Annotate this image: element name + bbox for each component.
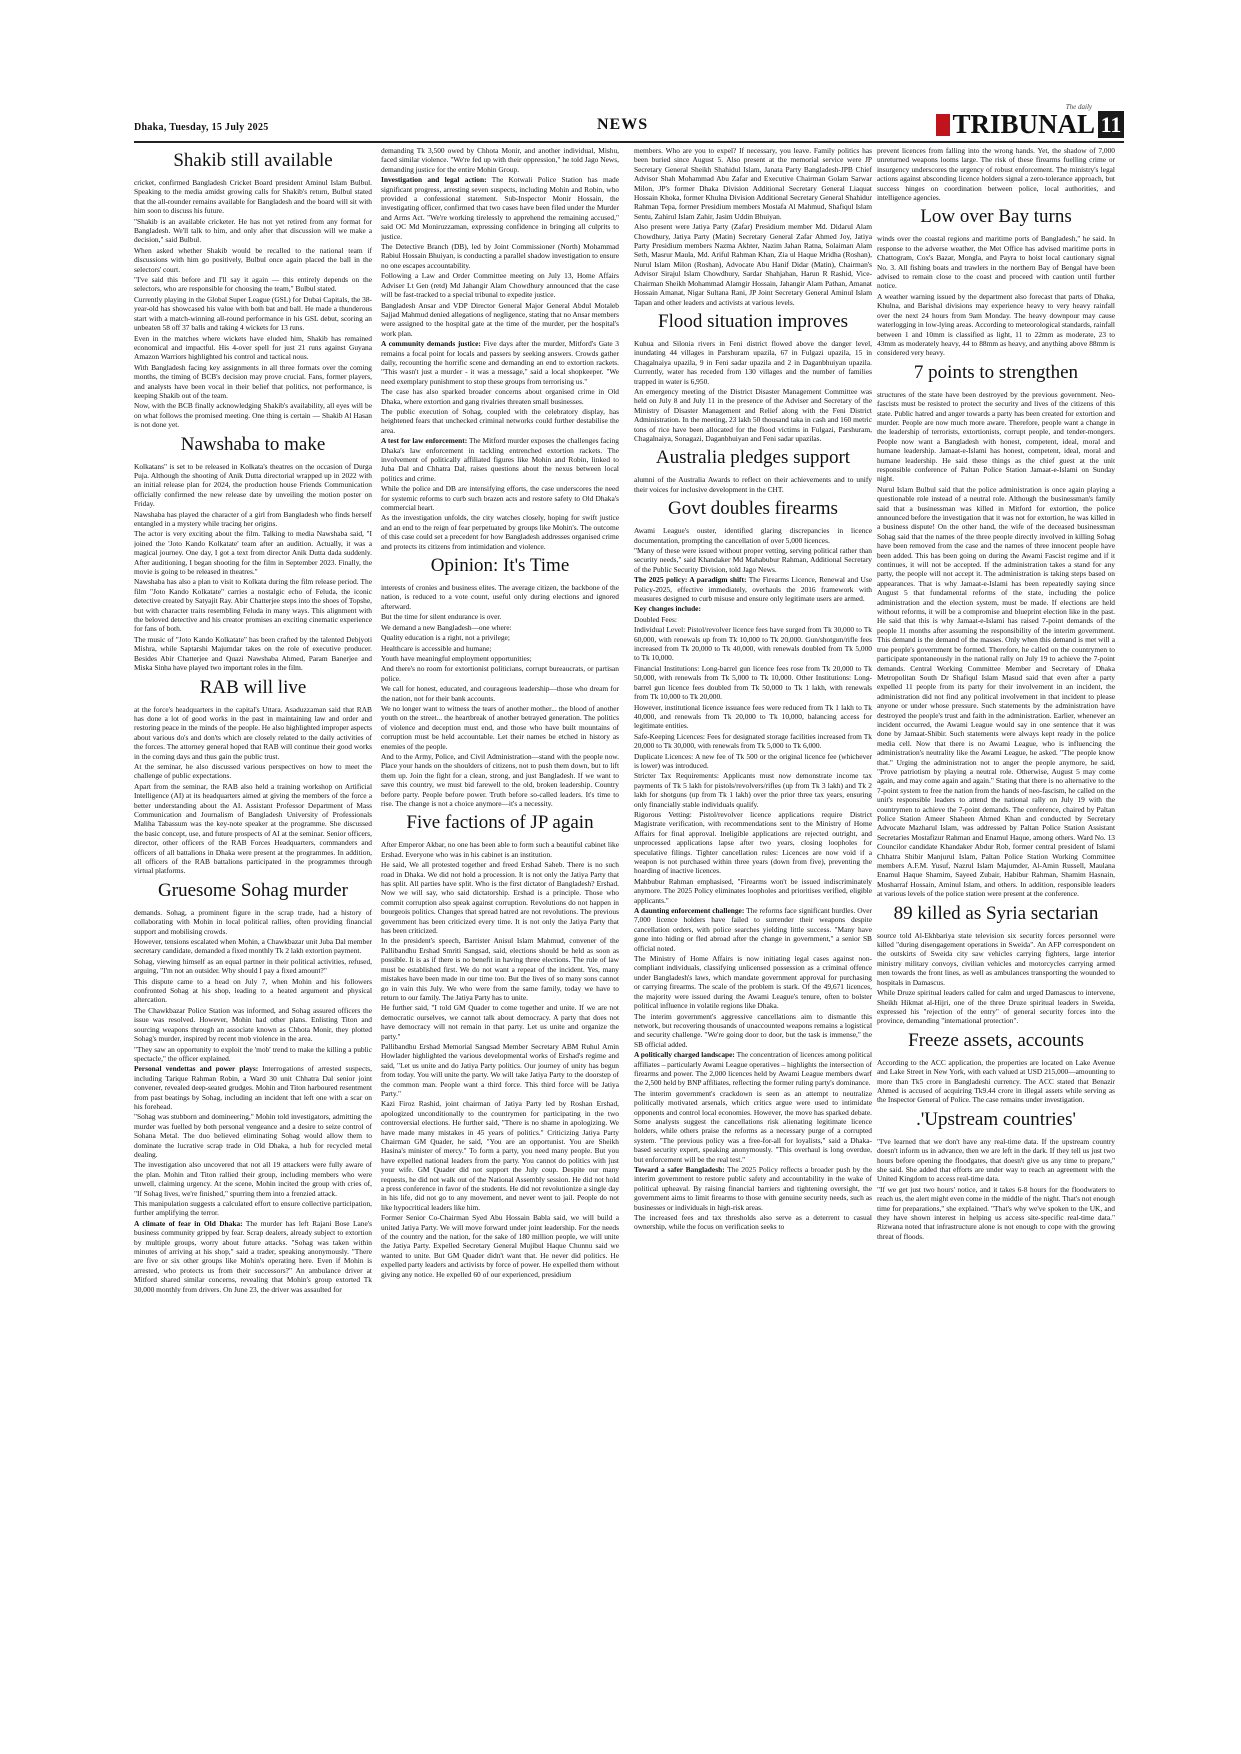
article-paragraph: [134, 937, 372, 956]
article-paragraph: [634, 703, 872, 731]
paragraph-text: "Shakib is an available cricketer. He has not yet retired from any format for Bangladesh. We'll talk to him, and only after that discussion will we make a decision," said Bulbul.: [134, 216, 372, 245]
paragraph-text: Five days after the murder, Mitford's Gate 3 remains a focal point for locals and passers by seeking answers. Crowds gather daily, recounting the horrific scene and demanding an end to extortion rackets. "This wasn't just a murder - it was a message," said a local shopkeeper. "We need exemplary punishment to stop these groups from terrorising us.": [381, 339, 619, 386]
paragraph-text: Rigorous Vetting: Pistol/revolver licence applications require District Magistrate verification, with recommendations sent to the Ministry of Home Affairs for final approval. Ineligible applications are rejected outright, and unprocessed applications lapse after two years, closing loopholes for speculative filings. Tighter cancellation rules: Licences are now void if a weapon is not purchased within three years (down from five), preventing the hoarding of inactive licences.: [634, 809, 872, 876]
article: [381, 555, 619, 808]
article-paragraph: [381, 513, 619, 551]
paragraph-text: When asked whether Shakib would be recalled to the national team if discussions with him go positively, Bulbul once again placed the ball in the selectors' court.: [134, 245, 372, 274]
article-paragraph: [381, 271, 619, 299]
article-paragraph: [381, 146, 619, 174]
paragraph-text: According to the ACC application, the properties are located on Lake Avenue and Lake Street in New York, with each valued at USD 215,000—amounting to more than Tk5 crore in Bangladeshi currency. The ACC stated that Benazir Ahmed is accused of acquiring Tk9.44 crore in illegal assets while serving as the Inspector General of Police. The case remains under investigation.: [877, 1057, 1115, 1105]
article-paragraph: [634, 146, 872, 221]
logo-wordmark: TRIBUNAL: [936, 110, 1095, 138]
paragraph-text: While the police and DB are intensifying efforts, the case underscores the need for systemic reforms to curb such brazen acts and restore safety to Old Dhaka's commercial heart.: [381, 484, 619, 513]
paragraph-text: Pallibandhu Ershad Memorial Sangsad Member Secretary ABM Ruhul Amin Howlader highlighted the various developmental works of Ershad's regime and said, "Let us unite and do Jatiya Party politics. Our journey of unity has begun from today. You will unite the party. We will take Jatiya Party to the doorstep of the common man. People want a third force. This third force will be Jatiya Party.": [381, 1041, 619, 1098]
paragraph-text: "If we get just two hours' notice, and it takes 6-8 hours for the floodwaters to reach us, the alert might even come in the middle of the night. That's not enough time for preparations," she explained. "That's why we've spoken to the UK, and they have shown interest in helping us access site-specific real-time data." Rizwana noted that infrastructure alone is not enough to cope with the growing threat of floods.: [877, 1184, 1115, 1241]
article-paragraph: [634, 387, 872, 443]
column-2: [381, 146, 619, 1676]
article-headline: Gruesome Sohag murder: [158, 879, 348, 901]
paragraph-text: prevent licences from falling into the wrong hands. Yet, the shadow of 7,000 unreturned weapons looms large. The risk of these firearms fuelling crime or insurgency underscores the urgency of robust enforcement. The ministry's legal actions against absconding licence holders signal a zero-tolerance approach, but success hinges on coordination between police, local authorities, and intelligence agencies.: [877, 146, 1115, 203]
paragraph-text: Duplicate Licences: A new fee of Tk 500 or the original licence fee (whichever is lower) was introduced.: [634, 751, 872, 770]
article: [634, 447, 872, 494]
article-paragraph: [134, 462, 372, 509]
article-paragraph: [634, 339, 872, 386]
article-paragraph: [381, 936, 619, 1002]
paragraph-text: The interim government's crackdown is seen as an attempt to neutralize politically motivated arsenals, which critics argue were used to intimidate opponents and control local economies. However, the move has sparked debate. Some analysts suggest the cancellations risk alienating legitimate licence holders, while others praise the reforms as a necessary purge of a corrupted system. "The previous policy was a free-for-all for loyalists," said a Dhaka-based security expert, speaking anonymously. "This overhaul is long overdue, but enforcement will be the real test.": [634, 1088, 872, 1164]
paragraph-text: demanding Tk 3,500 owed by Chhota Monir, and another individual, Mishu, faced similar violence. "We're fed up with their oppression," he told Jago News, demanding justice for the entire Mohin Group.: [381, 146, 619, 174]
article-paragraph: [381, 752, 619, 808]
article-paragraph: [134, 295, 372, 333]
article-paragraph: [381, 644, 619, 653]
paragraph-text: The reforms face significant hurdles. Over 7,000 licence holders have failed to surrender their weapons despite cancellation orders, with police searches yielding little success. "Many have gone into hiding or fled abroad after the change in government," a senior SB official noted.: [634, 906, 872, 953]
article-paragraph: [634, 752, 872, 771]
article: [134, 677, 372, 876]
article-paragraph: [877, 931, 1115, 987]
paragraph-text: Stricter Tax Requirements: Applicants must now demonstrate income tax payments of Tk 5 lakh for pistols/revolvers/rifles (up from Tk 3 lakh) and Tk 2 lakh for shotguns (up from Tk 1 lakh) over the prior three tax years, ensuring only financially stable individuals qualify.: [634, 771, 872, 809]
article: [134, 434, 372, 673]
article-paragraph: [381, 387, 619, 406]
article-paragraph: [134, 334, 372, 362]
newspaper-logo: [936, 103, 1124, 139]
article-paragraph: [134, 977, 372, 1005]
column-4: [877, 146, 1115, 1676]
article-paragraph: [877, 234, 1115, 290]
paragraph-text: Youth have meaningful employment opportunities;: [381, 653, 532, 663]
paragraph-text: structures of the state have been destroyed by the previous government. Neo-fascists must be resisted to protect the security and lives of the citizens of this state. Public hatred and anger towards a party has been created for extortion and murder. People are now much more aware. Therefore, people want a change in the leadership of terrorists, extortionists, corrupt people, and tender-mongers. People now want a Bangladesh with honest, competent, ideal, moral and humane leadership. Jamaat-e-Islami has honest, competent, ideal, moral and humane leadership. He said these things as the chief guest at the unit responsible conference of Paltan Police Station Jamaat-e-Islami on Sunday night.: [877, 389, 1115, 484]
article-headline: Shakib still available: [173, 150, 333, 171]
paragraph-text: The murder has left Rajani Bose Lane's business community gripped by fear. Scrap dealers, already subject to extortion by multiple groups, worry about future attacks. "Sohag was taken within minutes of arriving at his shop," said a trader, speaking anonymously. "There are five or six other groups like Mohin's operating here. Even if Mohin is arrested, who protects us from their successors?" An ambulance driver at Mitford shared similar concerns, revealing that Mohin's group extorted Tk 30,000 monthly from drivers. On June 23, the driver was assaulted for: [134, 1218, 372, 1294]
article-paragraph: [381, 175, 619, 241]
paragraph-text: The Chawkbazar Police Station was informed, and Sohag assured officers the issue was resolved. However, Mohin had other plans. Enlisting Titon and sourcing weapons through an associate known as Chhota Monir, they plotted Sohag's murder, inspired by recent mob violence in the area.: [134, 1005, 372, 1044]
article-paragraph: [381, 339, 619, 386]
article-paragraph: [634, 475, 872, 494]
paragraph-text: The actor is very exciting about the film. Talking to media Nawshaba said, "I joined the 'Joto Kando Kolkatate' team after an audition. Actually, it was a magical journey. One day, I got a text from director Anik Dutta dada suddenly. After auditioning, I began shooting for the film in September 2023. Finally, the movie is going to be released in theatres.": [134, 529, 372, 577]
paragraph-lead: A climate of fear in Old Dhaka:: [134, 1218, 243, 1228]
paragraph-text: source told Al-Ekhbariya state television six security forces personnel were killed "during disengagement operations in Sweida". An AFP correspondent on the outskirts of Sweida city saw vehicles carrying fighters, large interior ministry military convoys, civilian vehicles and motorcycles carrying armed men towards the front lines, as well as ambulances transporting the wounded to hospitals in Damascus.: [877, 930, 1115, 987]
masthead-rule: [134, 141, 1124, 143]
article-headline: Govt doubles firearms: [668, 498, 838, 520]
article-headline: 7 points to strengthen: [913, 361, 1079, 383]
article-paragraph: [381, 484, 619, 512]
paragraph-text: "Sohag was stubborn and domineering," Mohin told investigators, admitting the murder was fuelled by both personal vengeance and a desire to seize control of Sohana Metal. The duo believed eliminating Sohag would allow them to dominate the lucrative scrap trade in Old Dhaka, a hub for recycled metal dealing.: [134, 1112, 372, 1159]
article-paragraph: [877, 1058, 1115, 1105]
article-paragraph: [381, 704, 619, 751]
paragraph-lead: The 2025 policy: A paradigm shift:: [634, 575, 747, 585]
paragraph-text: After Emperor Akbar, no one has been able to form such a beautiful cabinet like Ershad. Everyone who was in his cabinet is an institution.: [381, 840, 619, 859]
article-paragraph: [381, 1099, 619, 1212]
article: [134, 880, 372, 1294]
article-paragraph: [381, 242, 619, 270]
paragraph-text: The increased fees and tax thresholds also serve as a deterrent to casual ownership, while the focus on verification seeks to: [634, 1213, 872, 1232]
paragraph-text: We no longer want to witness the tears of another mother... the blood of another youth on the street... the heartbreak of another betrayed generation. The politics of violence and deception must end, and those who have built mountains of corruption must be held accountable. Let their names be etched in history as enemies of the people.: [381, 703, 619, 751]
paragraph-text: With Bangladesh facing key assignments in all three formats over the coming months, the timing of BCB's decision may prove crucial. Fans, former players, and analysts have been vocal in their belief that politics, not performance, is keeping Shakib out of the team.: [134, 362, 372, 400]
paragraph-text: This dispute came to a head on July 7, when Mohin and his followers confronted Sohag at his shop, leading to a heated argument and physical altercation.: [134, 976, 372, 1005]
article-headline: Opinion: It's Time: [430, 555, 570, 577]
paragraph-text: The case has also sparked broader concerns about organised crime in Old Dhaka, where extortion and gang rivalries threaten small businesses.: [381, 387, 619, 406]
article: [877, 1109, 1115, 1241]
article-paragraph: [134, 1199, 372, 1218]
article-paragraph: [134, 363, 372, 401]
article-paragraph: [381, 654, 619, 663]
article-paragraph: [381, 583, 619, 611]
article-paragraph: [134, 217, 372, 245]
article-paragraph: [134, 1112, 372, 1159]
article-headline: Australia pledges support: [655, 447, 851, 469]
article-paragraph: [634, 771, 872, 809]
paragraph-text: The concentration of licences among political affiliates – particularly Awami League operatives – highlights the intersection of firearms and power. The 2,000 licences held by Awami League members dwarf the 2,500 held by BNP affiliates, reflecting the former ruling party's dominance.: [634, 1050, 872, 1088]
article-headline: RAB will live: [199, 676, 307, 698]
paragraph-lead: Toward a safer Bangladesh:: [634, 1165, 725, 1174]
paragraph-text: An emergency meeting of the District Disaster Management Committee was held on July 8 and July 11 in the presence of the Adviser and Secretary of the Ministry of Disaster Management and Relief along with the Feni District Administration. In the meeting, 23 lakh 50 thousand taka in cash and 160 metric tons of rice have been allocated for the flood victims in Fulgazi, Parshuram, Chagalnaiya, Sonagazi, Daganbhuiyan and Feni sadar upazilas.: [634, 386, 872, 443]
article: [134, 150, 372, 430]
article-paragraph: [634, 575, 872, 603]
paragraph-text: Sohag, viewing himself as an equal partner in their political activities, refused, arguing, "I'm not an outsider. Why should I pay a fixed amount?": [134, 956, 372, 976]
column-1: [134, 146, 372, 1676]
article-paragraph: [634, 1165, 872, 1212]
article-paragraph: [634, 526, 872, 545]
article-paragraph: [134, 510, 372, 529]
article-paragraph: [134, 1006, 372, 1044]
article-paragraph: [381, 684, 619, 703]
paragraph-text: We demand a new Bangladesh—one where:: [381, 622, 512, 632]
article-paragraph: [634, 604, 872, 613]
paragraph-text: The public execution of Sohag, coupled with the celebratory display, has heightened fears that unchecked criminal networks could further destabilise the area.: [381, 406, 619, 435]
paragraph-text: Now, with the BCB finally acknowledging Shakib's availability, all eyes will be on what follows the promised meeting. One thing is certain — Shakib Al Hasan is not done yet.: [134, 401, 372, 430]
article-paragraph: [634, 954, 872, 1010]
article-paragraph: [634, 810, 872, 876]
paragraph-text: Apart from the seminar, the RAB also held a training workshop on Artificial Intelligence (AI) at its headquarters aimed at giving the members of the force a better understanding about the AI. Assistant Professor Department of Mass Communication and Journalism of Bangladesh University of Professionals Maliha Tabassum was the key-note speaker at the programme. She discussed the basic concept, use, and future prospects of AI at the seminar. Senior officers, director, other officers of the RAB Forces Headquarters, commanders and officers of all battalions in Dhaka were present at the programmes. In addition, all officers of the RAB battalions participated in the programmes through virtual platforms.: [134, 781, 372, 876]
article-paragraph: [134, 1045, 372, 1064]
article-paragraph: [877, 1137, 1115, 1184]
article-paragraph: [877, 390, 1115, 484]
article-paragraph: [134, 782, 372, 876]
paragraph-text: He further said, "I told GM Quader to come together and unite. If we are not democratic ourselves, we cannot talk about democracy. A party that does not have democracy will not remain in that party. Let us unite and organize the party.": [381, 1003, 619, 1041]
article-headline: Five factions of JP again: [406, 812, 594, 834]
paragraph-text: at the force's headquarters in the capital's Uttara. Asaduzzaman said that RAB has done a lot of good works in the past in maintaining law and order and restoring peace in the minds of the people. He also highlighted improper aspects about various do's and don'ts which are closely related to the daily activities of the forces. The attorney general hoped that RAB will continue their good works in the coming days and thus gain the public trust.: [134, 704, 372, 761]
paragraph-text: At the seminar, he also discussed various perspectives on how to meet the challenge of public expectations.: [134, 761, 372, 781]
paragraph-text: A weather warning issued by the department also forecast that parts of Dhaka, Khulna, and Barishal divisions may experience heavy to very heavy rainfall over the next 24 hours from 9am Monday. The heavy downpour may cause waterlogging in low-lying areas. According to meteorological standards, rainfall between 1 and 10mm is classified as light, 11 to 22mm as moderate, 23 to 43mm as moderately heavy, 44 to 88mm as heavy, and anything above 88mm is considered very heavy.: [877, 291, 1115, 358]
paragraph-text: The Detective Branch (DB), led by Joint Commissioner (North) Mohammad Rabiul Hossain Bhuiyan, is conducting a parallel shadow investigation to ensure no one escapes accountability.: [381, 242, 619, 270]
article-paragraph: [134, 401, 372, 429]
paragraph-lead: A test for law enforcement:: [381, 436, 468, 446]
paragraph-text: This manipulation suggests a calculated effort to ensure collective participation, further amplifying the terror.: [134, 1199, 372, 1218]
article: [381, 146, 619, 551]
paragraph-text: Nurul Islam Bulbul said that the police administration is once again playing a questionable role instead of a neutral role. Although the businessman's family said that a businessman was killed in Mitford for extortion, the police announced before the investigation that it was not for extortion, he was killed in a business dispute! On the other hand, the wife of the deceased businessman Sohag said that the names of the three people directly involved in killing Sohag have been removed from the case and the names of three innocent people have been added. This has been going on during the Awami Fascist regime and if it continues, it will not be accepted. If the administration takes a stand for any party, the people will not accept it. The administration is taking steps based on appearances. That is why Jamaat-e-Islami has been repeatedly saying since August 5 that fundamental reforms of the state, including the police administration and the election system, must be made. If elections are held without reforms, it will be a compromise and blueprint election like in the past. He said that this is why Jamaat-e-Islami has raised 7-point demands of the people 11 months after assuming the responsibility of the interim government. This demand is the demand of the masses. Only when this demand is met will a true people's government be formed. Therefore, he called on the countrymen to participate spontaneously in the national rally on July 19 to achieve the 7-point demands. Central Working Committee Member and Secretary of Dhaka Metropolitan South Dr Shafiqul Islam Masud said that even after a party expelled 11 people from its party for their involvement in an incident, the administration did not find any political involvement in that incident to please anyone or under whose pressure. Such statements by the administration have destroyed the people's trust and faith in the administration. Earlier, whenever an incident occurred, the Awami League would say in one sentence that it was done by Jamaat-Shibir. Such statements were always kept ready in the police media cell. Now that there is no Awami League, who is influencing the administration's neutrality like the Awami League, he asked. "The people know that." Urging the administration not to anger the people anymore, he said, "Prove patriotism by playing a neutral role. Otherwise, August 5 may come again, and may come again and again." Stating that there is no alternative to the 7-point system to free the nation from the hands of neo-fascism, he called on the unit's responsible leaders to attend the national rally on July 19 with the countrymen to achieve the 7-point demands. The conference, chaired by Paltan Police Station Ameer Shaheen Ahmed Khan and conducted by Secretary Advocate Mazharul Islam, was addressed by Paltan Police Station Assistant Secretaries Mostafizur Rahman and Enamul Haque, among others. Ward No. 13 Councilor candidate Khandaker Abdur Rob, former central president of Islami Chhatra Shibir Manjurul Islam, Paltan Police Station Working Committee members A.F.M. Yusuf, Nazrul Islam Majumder, Al-Amin Russell, Maulana Enamul Haque Shamim, Sayeed Zubair, Habibur Rahman, Shamim Hasnain, Mosharraf Hossain, Aminul Islam, and others. In addition, responsible leaders at various levels of the police station were present at the conference.: [877, 484, 1115, 899]
paragraph-lead: Investigation and legal action:: [381, 175, 487, 185]
paragraph-text: While Druze spiritual leaders called for calm and urged Damascus to intervene, Sheikh Hikmat al-Hijri, one of the three Druze spiritual leaders in Sweida, expressed his "rejection of the entry" of general security forces into the province, demanding "international protection".: [877, 988, 1115, 1026]
paragraph-lead: Key changes include:: [634, 604, 701, 614]
article-paragraph: [634, 732, 872, 751]
paragraph-text: And to the Army, Police, and Civil Administration—stand with the people now. Place your hands on the shoulders of citizens, not to push them down, but to lift them up. Join the fight for a clean, strong, and just Bangladesh. If we want to save this country, we must bid farewell to the old, broken leadership. Country before party. People before power. Truth before so-called leaders. It's time to rise. The change is not a choice anymore—it's a necessity.: [381, 751, 619, 808]
article-paragraph: [381, 860, 619, 935]
article-paragraph: [381, 436, 619, 483]
paragraph-text: alumni of the Australia Awards to reflect on their achievements and to unify their voices for inclusive development in the CHT.: [634, 475, 872, 494]
paragraph-text: Nawshaba has played the character of a girl from Bangladesh who finds herself entangled in a mystery while tracing her origins.: [134, 509, 372, 528]
article-paragraph: [877, 1185, 1115, 1241]
paragraph-text: Even in the matches where wickets have eluded him, Shakib has remained economical and impactful. His 4-over spell for just 21 runs against Guyana Amazon Warriors highlighted his control and tactical nous.: [134, 333, 372, 362]
article-paragraph: [381, 633, 619, 642]
article-paragraph: [134, 275, 372, 294]
paragraph-lead: A daunting enforcement challenge:: [634, 906, 745, 916]
article-paragraph: [381, 1213, 619, 1279]
paragraph-text: The Ministry of Home Affairs is now initiating legal cases against non-compliant individuals, classifying unlicensed possession as a criminal offence under Bangladesh's laws, which mandate government approval for purchasing or carrying firearms. The scale of the problem is stark. Of the 49,671 licences, the majority were issued during the Awami League's tenure, often to bolster political influence in volatile regions like Dhaka.: [634, 954, 872, 1011]
article-paragraph: [634, 546, 872, 574]
article-paragraph: [381, 1003, 619, 1041]
article-paragraph: [634, 877, 872, 905]
paragraph-text: Interrogations of arrested suspects, including Tarique Rahman Robin, a Ward 30 unit Chhatra Dal senior joint convener, revealed deep-seated grudges. Mohin and Titon harboured resentment from past beatings by Sohag, including an incident that left one with a scar on his forehead.: [134, 1064, 372, 1111]
paragraph-text: The music of "Joto Kando Kolkatate" has been crafted by the talented Debjyoti Mishra, while Saptarshi Majumdar takes on the role of executive producer. Besides Abir Chatterjee and Quazi Nawshaba Ahmed, Param Banerjee and Miska Sinha have played two important roles in the film.: [134, 634, 372, 673]
paragraph-text: Currently playing in the Global Super League (GSL) for Dubai Capitals, the 38-year-old has showcased his value with both bat and ball. He made a thunderous start with a match-winning all-round performance in his GSL debut, scoring an unbeaten 58 off 37 balls and taking 4 wickets for 13 runs.: [134, 294, 372, 333]
article-paragraph: [634, 615, 872, 624]
article-paragraph: [634, 1089, 872, 1164]
article-paragraph: [877, 292, 1115, 358]
article: [877, 362, 1115, 899]
article-paragraph: [634, 1012, 872, 1050]
paragraph-text: Kazi Firoz Rashid, joint chairman of Jatiya Party led by Roshan Ershad, apologized unconditionally to the countrymen for participating in the two controversial elections. He further said, "There is no shame in apologizing. We have made many mistakes in 45 years of politics." Criticizing Jatiya Party Chairman GM Quader, he said, "You are an opportunist. You are Sheikh Hasina's minister of mercy." To form a party, you need many people. But you have expelled national leaders from the party. You cannot do politics with just your wife. GM Quader did not support the July coup. Despite our many requests, he did not walk out of the National Assembly session. He did not hold a press conference in favor of the students. He did not revolutionize a single day in his life, did not go to any movement, and never went to jail. People do not like hypocritical leaders like him.: [381, 1099, 619, 1212]
paragraph-text: The Mitford murder exposes the challenges facing Dhaka's law enforcement in tackling entrenched extortion rackets. The involvement of politically affiliated figures like Mohin and Robin, linked to Juba Dal and Chhatra Dal, raises questions about the nexus between local politics and crime.: [381, 436, 619, 483]
article-paragraph: [134, 705, 372, 761]
article-paragraph: [134, 957, 372, 976]
article-paragraph: [381, 664, 619, 683]
article-paragraph: [134, 1064, 372, 1111]
paragraph-text: In the president's speech, Barrister Anisul Islam Mahmud, convener of the Pallibandhu Ershad Smriti Sangsad, said, elections should be held as soon as possible. It is as if there is no benefit in having three elections. The rule of law must be established first. We do not want a repeat of the incident. Yes, many mistakes have been made in our time too. But the lives of so many sons cannot go in vain this July. We who were from the same family, today we have to return to our family. The Jatiya Party has to unite.: [381, 936, 619, 1002]
page-number: 11: [1098, 111, 1124, 138]
article-headline: Flood situation improves: [658, 310, 848, 332]
article-paragraph: [134, 178, 372, 216]
column-3: [634, 146, 872, 1676]
paragraph-text: And there's no room for extortionist politicians, corrupt bureaucrats, or partisan police.: [381, 664, 619, 683]
section-label: NEWS: [597, 116, 649, 133]
paragraph-text: Former Senior Co-Chairman Syed Abu Hossain Babla said, we will build a united Jatiya Party. We will move forward under joint leadership. For the needs of the country and the nation, for the sake of 180 million people, we will unite the Jatiya Party. Expelled Secretary General Mujibul Haque Chunnu said we wanted to unite. But GM Quader didn't want that. He never did politics. He expelled party leaders and activists by force of power. He expelled them without giving any notice. He expelled 60 of our experienced, presidium: [381, 1213, 619, 1279]
article-paragraph: [877, 988, 1115, 1026]
article: [634, 498, 872, 1232]
article-paragraph: [634, 1213, 872, 1232]
paragraph-text: Mahbubur Rahman emphasised, "Firearms won't be issued indiscriminately anymore. The 2025 Policy eliminates loopholes and prioritises verified, eligible applicants.": [634, 876, 872, 905]
article-paragraph: [134, 635, 372, 673]
paragraph-lead: A politically charged landscape:: [634, 1050, 735, 1060]
paragraph-text: interests of cronies and business elites. The average citizen, the backbone of the nation, is reduced to a vote count, useful only during elections and ignored afterward.: [381, 583, 619, 611]
paragraph-text: However, tensions escalated when Mohin, a Chawkbazar unit Juba Dal member secretary candidate, demanded a fixed monthly Tk 2 lakh extortion payment.: [134, 937, 372, 956]
masthead: [134, 103, 1124, 142]
paragraph-text: The interim government's aggressive cancellations aim to dismantle this network, but recovering thousands of unaccounted weapons remains a logistical and security challenge. "We're going door to door, but the task is immense," the SB official added.: [634, 1011, 872, 1049]
article-paragraph: [134, 908, 372, 936]
paragraph-lead: Personal vendettas and power plays:: [134, 1064, 259, 1074]
article-paragraph: [134, 577, 372, 633]
paragraph-text: Kolkatans" is set to be released in Kolkata's theatres on the occasion of Durga Puja. Although the shooting of Anik Dutta directorial wrapped up in 2022 with an initial release plan for 2024, the production house Friends Communication officially confirmed the new release date by unveiling the motion poster on Friday.: [134, 461, 372, 509]
paragraph-text: Healthcare is accessible and humane;: [381, 643, 492, 653]
article-paragraph: [381, 1042, 619, 1098]
paragraph-lead: A community demands justice:: [381, 339, 481, 349]
article-headline: Nawshaba to make: [180, 433, 326, 455]
article-paragraph: [134, 246, 372, 274]
article-paragraph: [381, 301, 619, 339]
article-paragraph: [877, 146, 1115, 202]
paragraph-text: Following a Law and Order Committee meeting on July 13, Home Affairs Adviser Lt Gen (retd) Md Jahangir Alam Chowdhury announced that the case will be fast-tracked to a special tribunal to expedite justice.: [381, 271, 619, 300]
paragraph-text: We call for honest, educated, and courageous leadership—those who dream for the nation, not for their bank accounts.: [381, 684, 619, 703]
article-paragraph: [634, 1050, 872, 1088]
article-paragraph: [634, 664, 872, 702]
article: [634, 311, 872, 443]
paragraph-text: winds over the coastal regions and maritime ports of Bangladesh," he said. In response to the adverse weather, the Met Office has advised maritime ports in Chattogram, Cox's Bazar, Mongla, and Payra to hoist local cautionary signal No. 3. All fishing boats and trawlers in the northern Bay of Bengal have been advised to remain close to the coast and proceed with caution until further notice.: [877, 234, 1115, 291]
article-paragraph: [381, 623, 619, 632]
article-headline: Low over Bay turns: [920, 206, 1072, 228]
paragraph-text: Kuhua and Silonia rivers in Feni district flowed above the danger level, inundating 44 villages in Parshuram upazila, 67 in Fulgazi upazila, 15 in Chagalnaiya upazila, 9 in Feni sadar upazila and 2 in Daganbhuiyan upazila. Currently, water has receded from 130 villages and the number of families trapped in water is 6,950.: [634, 338, 872, 386]
article-paragraph: [134, 1219, 372, 1294]
paragraph-text: He said, We all protested together and freed Ershad Saheb. There is no such road in Dhaka. We did not hold a procession. It is not only the Jatiya Party that has split. All parties have split. Who is the first dictator of Bangladesh? Ershad. Now we will say, who said dictatorship. Ershad is a principle. Those who commit corruption also speak against corruption. Revolutions do not happen in bourgeois politics. Changes that spread hatred are not revolutions. The previous government has been criticized every time. It is not only the Jatiya Party that has been criticized.: [381, 860, 619, 936]
article-paragraph: [634, 906, 872, 953]
article: [877, 903, 1115, 1026]
paragraph-text: Financial Institutions: Long-barrel gun licence fees rose from Tk 20,000 to Tk 50,000, with renewals from Tk 5,000 to Tk 10,000. Other Institutions: Long-barrel gun licence fees doubled from Tk 50,000 to Tk 1 lakh, with renewals from Tk 10,000 to Tk 20,000.: [634, 663, 872, 702]
article: [634, 146, 872, 307]
dateline: Dhaka, Tuesday, 15 July 2025: [134, 122, 269, 133]
paragraph-text: Awami League's ouster, identified glaring discrepancies in licence documentation, prompting the cancellation of over 5,000 licences.: [634, 526, 872, 545]
paragraph-text: The investigation also uncovered that not all 19 attackers were fully aware of the plan. Mohin and Titon rallied their group, including members who were unwell, claiming urgency. At the scene, Mohin incited the group with cries of, "If Sohag lives, we're finished," spurring them into a frenzied attack.: [134, 1160, 372, 1198]
paragraph-text: Bangladesh Ansar and VDP Director General Major General Abdul Motaleb Sajjad Mahmud denied allegations of negligence, stating that no Ansar members were assigned to the hospital gate at the time of the murder, per the hospital's work plan.: [381, 300, 619, 338]
article-paragraph: [134, 762, 372, 781]
paragraph-text: Individual Level: Pistol/revolver licence fees have surged from Tk 30,000 to Tk 60,000, with renewals up from Tk 10,000 to Tk 20,000. Gun/shotgun/rifle fees increased from Tk 20,000 to Tk 40,000, with renewals doubled from Tk 5,000 to Tk 10,000.: [634, 625, 872, 663]
paragraph-text: demands. Sohag, a prominent figure in the scrap trade, had a history of collaborating with Mohin in local political rallies, often providing financial support and mobilising crowds.: [134, 907, 372, 936]
paragraph-text: Quality education is a right, not a privilege;: [381, 633, 510, 643]
paragraph-text: The 2025 Policy reflects a broader push by the interim government to restore public safety and accountability in the wake of political upheaval. By raising financial barriers and tightening oversight, the government aims to limit firearms to those with genuine security needs, such as businesses or individuals in high-risk areas.: [634, 1165, 872, 1212]
article-paragraph: [877, 485, 1115, 899]
article: [877, 206, 1115, 357]
article: [877, 1030, 1115, 1105]
paragraph-text: "Many of these were issued without proper vetting, serving political rather than security needs," said Khandaker Md Mahabubur Rahman, Additional Secretary of the Public Security Division, told Jago News.: [634, 546, 872, 574]
logo-tagline: The daily: [1065, 103, 1092, 111]
paragraph-text: The Firearms Licence, Renewal and Use Policy-2025, effective immediately, overhauls the 2016 framework with measures designed to curb misuse and ensure only legitimate users are armed.: [634, 575, 872, 604]
article-headline: Freeze assets, accounts: [908, 1029, 1084, 1051]
article-paragraph: [381, 407, 619, 435]
paragraph-text: The Kotwali Police Station has made significant progress, arresting seven suspects, including Mohin and Robin, who provided a confessional statement. Sub-Inspector Monir Hossain, the investigating officer, confirmed that two cases have been filed under the Murder and Arms Act. "We're working tirelessly to apprehend the remaining accused," said OC Md Moniruzzaman, expressing confidence in bringing all culprits to justice.: [381, 175, 619, 241]
paragraph-text: Nawshaba has also a plan to visit to Kolkata during the film release period. The film "Joto Kando Kolkatate" carries a nostalgic echo of Feluda, the iconic detective created by Satyajit Ray. Abir Chatterjee steps into the shoes of Topshe, but with character traits resembling Feluda in many ways. This alignment with the beloved detective and his creator promises an exciting cinematic experience for fans of both.: [134, 577, 372, 634]
article-paragraph: [134, 529, 372, 576]
article-headline: 89 killed as Syria sectarian: [893, 902, 1099, 924]
paragraph-text: As the investigation unfolds, the city watches closely, hoping for swift justice and an end to the reign of fear perpetuated by groups like Mohin's. The outcome of this case could set a precedent for how Bangladesh addresses organised crime and protects its citizens from intimidation and violence.: [381, 513, 619, 551]
article: [381, 812, 619, 1279]
paragraph-text: Safe-Keeping Licences: Fees for designated storage facilities increased from Tk 20,000 to Tk 30,000, with renewals from Tk 5,000 to Tk 6,000.: [634, 731, 872, 751]
article: [877, 146, 1115, 202]
paragraph-text: Doubled Fees:: [634, 614, 677, 624]
article-paragraph: [634, 222, 872, 307]
article-paragraph: [134, 1160, 372, 1198]
paragraph-text: "I've learned that we don't have any real-time data. If the upstream country doesn't inform us in advance, then we are left in the dark. If they tell us just two hours before opening the floodgates, that doesn't give us any time to prepare," she said. She added that efforts are under way to reach an agreement with the United Kingdom to access real-time data.: [877, 1136, 1115, 1184]
paragraph-text: cricket, confirmed Bangladesh Cricket Board president Aminul Islam Bulbul. Speaking to the media amidst growing calls for Shakib's return, Bulbul stated that the all-rounder remains available for Bangladesh and the board will sit with him soon to discuss his future.: [134, 178, 372, 216]
article-headline: .'Upstream countries': [916, 1108, 1076, 1130]
paragraph-text: But the time for silent endurance is over.: [381, 612, 502, 622]
paragraph-text: "I've said this before and I'll say it again — this entirely depends on the selectors, who are responsible for choosing the team," Bulbul stated.: [134, 275, 372, 294]
paragraph-text: Also present were Jatiya Party (Zafar) Presidium member Md. Didarul Alam Chowdhury, Jatiya Party (Matin) Secretary General Zafar Ahmed Joy, Jatiya Party Presidium members Nazma Akhter, Nazim Jahan Ratna, Solaiman Alam Seth, Masrur Maula, Md. Ariful Rahman Khan, Zia ul Haque Mridha (Roshan), Nurul Islam Milon (Roshan), Advocate Abu Hanif Didar (Matin), Chairman's Advisor Sirajul Islam Chowdhury, Sardar Shahjahan, Harun R Rashid, Vice-Chairman Sheikh Mohammad Alamgir Hossain, Jahangir Alam Pathan, Amanat Hossain Amanat, Nigar Sultana Rani, JP Joint Secretary General Aminul Islam Tapan and other leaders and activists at various levels.: [634, 222, 872, 307]
paragraph-text: "They saw an opportunity to exploit the 'mob' trend to make the killing a public spectacle," the officer explained.: [134, 1044, 372, 1063]
article-paragraph: [381, 840, 619, 859]
paragraph-text: members. Who are you to expel? If necessary, you leave. Family politics has been buried since August 5. Also present at the memorial service were JP Secretary General Sheikh Shahidul Islam, Janata Party Bangladesh-JPB Chief Advisor Shah Mohammad Abu Zafar and Executive Chairman Golam Sarwar Milon, JP's former Dhaka Division Additional Secretary General Liaquat Hossain Khoka, former Khulna Division Additional Secretary General Shahidur Rahman Tepa, former Presidium members Mostafa Al Mahmud, Shafiqul Islam Sentu, Zahirul Islam Zahir, Jasim Uddin Bhuiyan.: [634, 146, 872, 221]
article-paragraph: [381, 612, 619, 621]
paragraph-text: However, institutional licence issuance fees were reduced from Tk 1 lakh to Tk 40,000, and renewals from Tk 20,000 to Tk 10,000, balancing access for legitimate entities.: [634, 702, 872, 731]
article-paragraph: [634, 625, 872, 663]
